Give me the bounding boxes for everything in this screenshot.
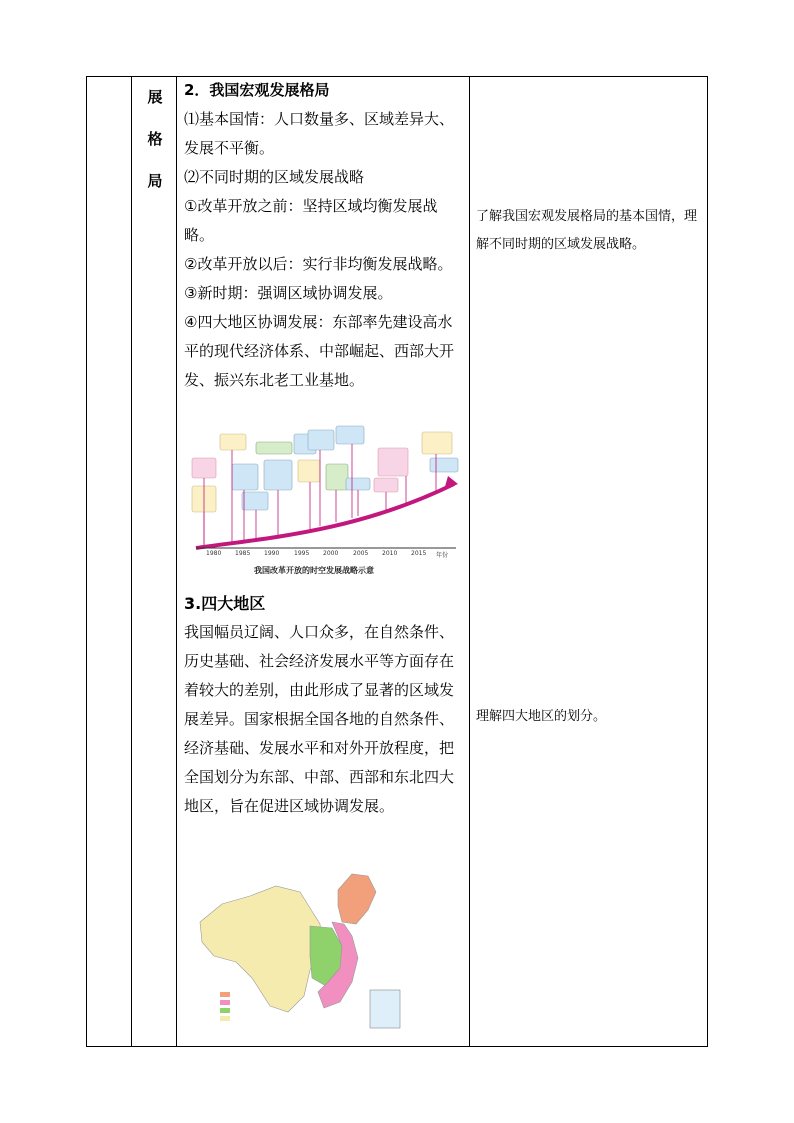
- timeline-box: [336, 426, 364, 444]
- timeline-box: [232, 464, 258, 490]
- timeline-box: [264, 460, 292, 490]
- timeline-box: [346, 478, 370, 490]
- objective-note-2: 理解四大地区的划分。: [476, 709, 607, 724]
- section-3: [184, 589, 464, 821]
- year-tick: 2005: [353, 550, 369, 557]
- legend-swatch-northeast: [220, 992, 230, 997]
- timeline-box: [378, 448, 408, 476]
- year-tick: 2015: [411, 550, 427, 557]
- objective-note-1: 了解我国宏观发展格局的基本国情，理解不同时期的区域发展战略。: [476, 209, 698, 252]
- timeline-box: [374, 478, 398, 492]
- region-west: [200, 886, 322, 1012]
- year-tick: 年份: [436, 552, 449, 559]
- timeline-figure: [186, 420, 464, 564]
- section-2-strategy-title: ⑵不同时期的区域发展战略: [184, 168, 365, 186]
- year-tick: 2010: [382, 550, 398, 557]
- section-2-heading: 2．我国宏观发展格局: [184, 81, 330, 99]
- legend-swatch-east: [220, 1000, 230, 1005]
- timeline-arrowhead: [444, 476, 458, 490]
- year-tick: 1990: [264, 550, 280, 557]
- region-northeast: [338, 874, 376, 924]
- timeline-box: [430, 458, 458, 472]
- timeline-arrow: [196, 484, 454, 548]
- timeline-box: [242, 492, 268, 510]
- year-tick: 1980: [206, 550, 222, 557]
- timeline-box: [422, 432, 452, 454]
- timeline-caption: 我国改革开放的时空发展战略示意: [254, 566, 374, 575]
- section-2-new-era: ③新时期：强调区域协调发展。: [184, 284, 393, 302]
- section-2-after-reform: ②改革开放以后：实行非均衡发展战略。: [184, 255, 453, 273]
- table-border-left: [86, 76, 87, 1047]
- legend-swatch-west: [220, 1016, 230, 1021]
- table-border-col3: [469, 76, 470, 1047]
- year-tick: 1995: [294, 550, 310, 557]
- side-char-2: 格: [147, 130, 163, 148]
- timeline-box: [308, 430, 334, 450]
- section-2: [184, 76, 464, 395]
- china-regions-map: [192, 866, 406, 1036]
- table-border-col1: [131, 76, 132, 1047]
- south-sea-inset: [370, 990, 400, 1028]
- timeline-year-ticks: [200, 550, 462, 560]
- side-char-3: 局: [147, 172, 163, 190]
- table-border-bottom: [86, 1046, 708, 1047]
- timeline-box: [326, 464, 348, 490]
- section-2-before-reform: ①改革开放之前：坚持区域均衡发展战略。: [184, 197, 438, 244]
- table-border-col2: [176, 76, 177, 1047]
- section-3-heading: 3.四大地区: [184, 594, 266, 613]
- timeline-box: [192, 458, 216, 478]
- section-2-four-regions: ④四大地区协调发展：东部率先建设高水平的现代经济体系、中部崛起、西部大开发、振兴东北老工业基地。: [184, 313, 455, 389]
- timeline-box: [220, 434, 246, 450]
- year-tick: 2000: [323, 550, 339, 557]
- side-char-1: 展: [147, 88, 163, 106]
- table-border-right: [707, 76, 708, 1047]
- section-3-body: 我国幅员辽阔、人口众多，在自然条件、历史基础、社会经济发展水平等方面存在着较大的差别，由此形成了显著的区域发展差异。国家根据全国各地的自然条件、经济基础、发展水平和对外开放程度，把全国划分为东部、中部、西部和东北四大地区，旨在促进区域协调发展。: [184, 623, 455, 815]
- year-tick: 1985: [235, 550, 251, 557]
- timeline-box: [256, 442, 292, 454]
- legend-swatch-central: [220, 1008, 230, 1013]
- timeline-box: [298, 460, 320, 482]
- section-2-basic-condition: ⑴基本国情：人口数量多、区域差异大、发展不平衡。: [184, 110, 455, 157]
